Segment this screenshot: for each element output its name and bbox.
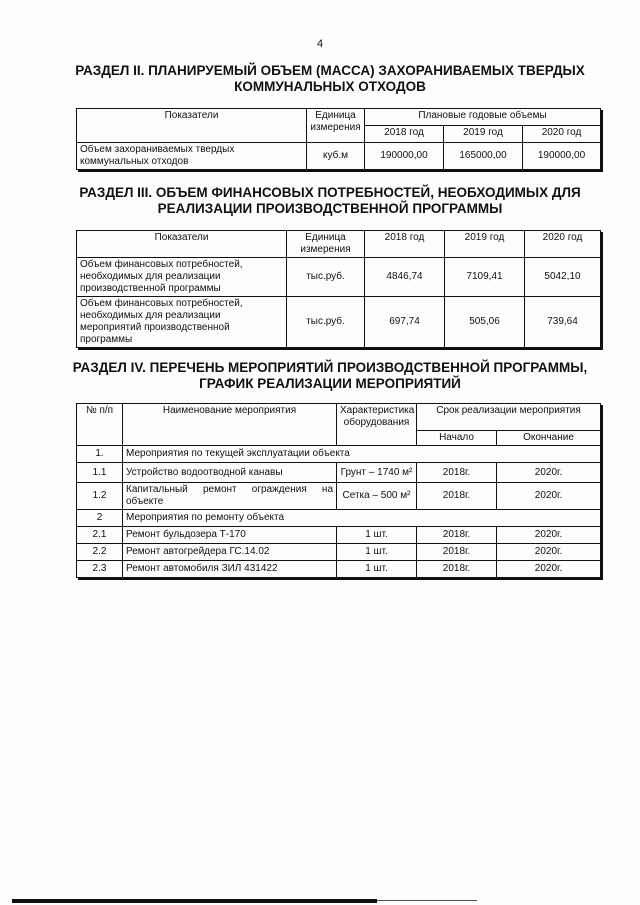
s4-row-name: Устройство водоотводной канавы (123, 463, 337, 483)
s2-header-year: 2018 год (365, 126, 444, 143)
page-number: 4 (316, 38, 324, 50)
scan-edge-line (12, 899, 377, 903)
s3-row-value: 4846,74 (365, 258, 445, 297)
s2-header-year: 2020 год (523, 126, 601, 143)
table-row (77, 258, 601, 297)
s4-group-name: Мероприятия по текущей эксплуатации объекта (123, 446, 601, 463)
table-row (77, 483, 601, 510)
s3-row-value: 7109,41 (445, 258, 525, 297)
s2-header-unit: Единица измерения (307, 109, 365, 143)
table-row (77, 544, 601, 561)
s3-row-value: 5042,10 (525, 258, 601, 297)
s3-row-unit: тыс.руб. (287, 258, 365, 297)
section3-table (76, 230, 601, 348)
s4-row-end: 2020г. (497, 527, 601, 544)
s4-group-num: 1. (77, 446, 123, 463)
s2-row-value: 190000,00 (365, 143, 444, 170)
s3-row-value: 697,74 (365, 297, 445, 348)
s4-group-num: 2 (77, 510, 123, 527)
s3-row-value: 739,64 (525, 297, 601, 348)
s3-row-value: 505,06 (445, 297, 525, 348)
table-row (77, 561, 601, 578)
table-group-row (77, 446, 601, 463)
s4-row-name: Ремонт бульдозера Т-170 (123, 527, 337, 544)
s4-row-num: 2.2 (77, 544, 123, 561)
s4-row-start: 2018г. (417, 483, 497, 510)
s4-header-period: Срок реализации мероприятия (417, 404, 601, 431)
table-group-row (77, 510, 601, 527)
table-row (77, 143, 601, 170)
s4-row-num: 1.1 (77, 463, 123, 483)
s4-row-start: 2018г. (417, 544, 497, 561)
s3-header-year: 2019 год (445, 231, 525, 258)
s2-header-planned: Плановые годовые объемы (365, 109, 601, 126)
s4-row-char: 1 шт. (337, 561, 417, 578)
table-row (77, 463, 601, 483)
table-row (77, 297, 601, 348)
s4-row-end: 2020г. (497, 463, 601, 483)
s4-row-name (123, 483, 337, 510)
s4-row-num: 2.3 (77, 561, 123, 578)
s2-row-unit: куб.м (307, 143, 365, 170)
s4-row-end: 2020г. (497, 483, 601, 510)
s4-row-num: 1.2 (77, 483, 123, 510)
section4-table (76, 403, 601, 578)
s4-header-start: Начало (417, 431, 497, 446)
s4-group-name: Мероприятия по ремонту объекта (123, 510, 601, 527)
s4-header-num: № п/п (77, 404, 123, 446)
s3-row-unit: тыс.руб. (287, 297, 365, 348)
s4-row-end: 2020г. (497, 544, 601, 561)
s2-header-year: 2019 год (444, 126, 523, 143)
s4-row-end: 2020г. (497, 561, 601, 578)
scan-edge-line (377, 900, 477, 901)
s2-row-value: 190000,00 (523, 143, 601, 170)
s4-row-name: Ремонт автомобиля ЗИЛ 431422 (123, 561, 337, 578)
s4-row-name: Ремонт автогрейдера ГС.14.02 (123, 544, 337, 561)
s3-header-unit: Единица измерения (287, 231, 365, 258)
s4-row-char: Грунт – 1740 м² (337, 463, 417, 483)
s2-header-indicator: Показатели (77, 109, 307, 143)
s4-header-name: Наименование мероприятия (123, 404, 337, 446)
s4-row-char: Сетка – 500 м² (337, 483, 417, 510)
s4-header-char: Характеристика оборудования (337, 404, 417, 446)
s4-row-num: 2.1 (77, 527, 123, 544)
s2-row-value: 165000,00 (444, 143, 523, 170)
s2-row-name: Объем захораниваемых твердых коммунальных отходов (77, 143, 307, 170)
s4-row-start: 2018г. (417, 561, 497, 578)
s4-row-char: 1 шт. (337, 527, 417, 544)
s3-row-name: Объем финансовых потребностей, необходимых для реализации мероприятий производственной программы (77, 297, 287, 348)
s4-row-start: 2018г. (417, 463, 497, 483)
s4-row-name-text: Капитальный ремонт ограждения на объекте (126, 484, 333, 507)
section3-title: РАЗДЕЛ III. ОБЪЕМ ФИНАНСОВЫХ ПОТРЕБНОСТЕЙ, НЕОБХОДИМЫХ ДЛЯ РЕАЛИЗАЦИИ ПРОИЗВОДСТВЕННОЙ ПРОГРАММЫ (79, 185, 581, 216)
section2-table (76, 108, 601, 170)
s3-row-name: Объем финансовых потребностей, необходимых для реализации производственной программы (77, 258, 287, 297)
s3-header-indicator: Показатели (77, 231, 287, 258)
s4-row-char: 1 шт. (337, 544, 417, 561)
section2-title: РАЗДЕЛ II. ПЛАНИРУЕМЫЙ ОБЪЕМ (МАССА) ЗАХОРАНИВАЕМЫХ ТВЕРДЫХ КОММУНАЛЬНЫХ ОТХОДОВ (75, 63, 585, 94)
s3-header-year: 2020 год (525, 231, 601, 258)
s4-header-end: Окончание (497, 431, 601, 446)
s3-header-year: 2018 год (365, 231, 445, 258)
table-row (77, 527, 601, 544)
s4-row-start: 2018г. (417, 527, 497, 544)
section4-title: РАЗДЕЛ IV. ПЕРЕЧЕНЬ МЕРОПРИЯТИЙ ПРОИЗВОДСТВЕННОЙ ПРОГРАММЫ, ГРАФИК РЕАЛИЗАЦИИ МЕРОПРИЯТИЙ (72, 360, 588, 391)
